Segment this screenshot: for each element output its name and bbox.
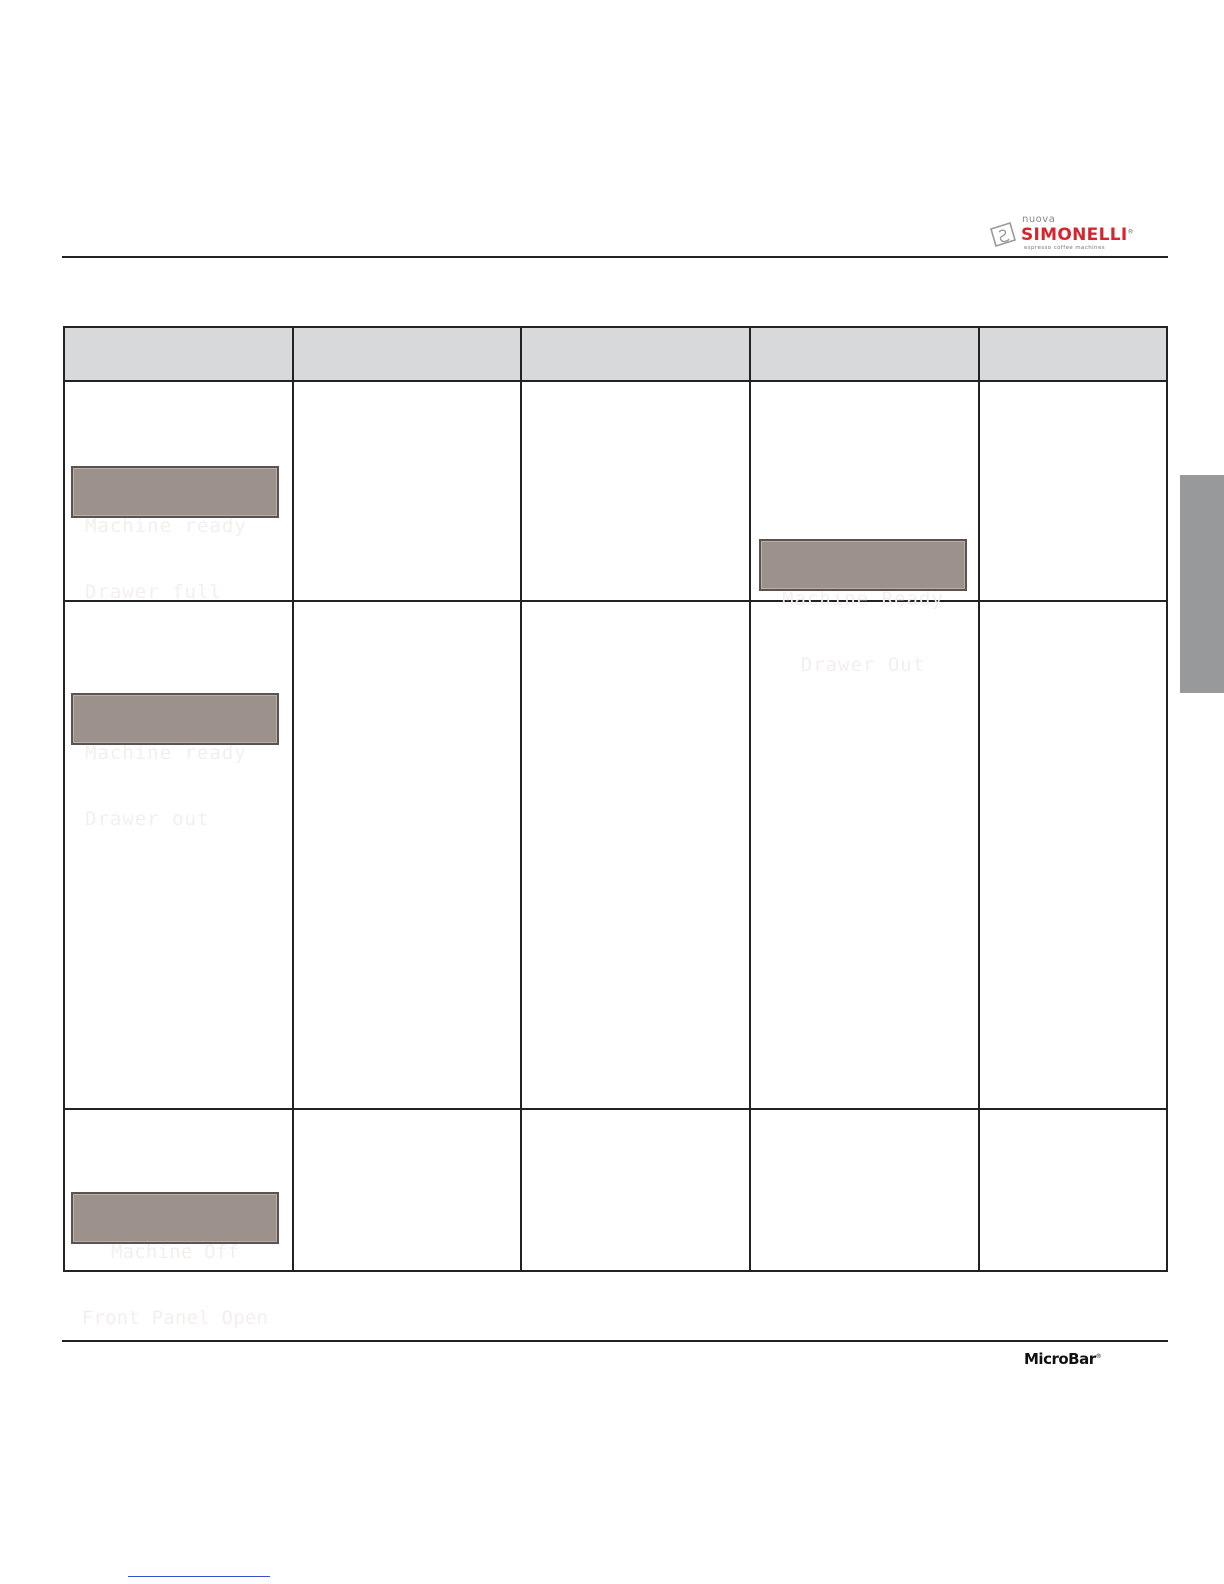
lcd-line-2: Front Panel Open <box>81 1307 269 1329</box>
footer-product-logo: MicroBar® <box>1024 1350 1102 1368</box>
table-row <box>64 381 1167 601</box>
table-cell <box>293 381 522 601</box>
header-rule <box>62 256 1168 258</box>
simonelli-logo-icon <box>988 220 1018 248</box>
troubleshooting-table <box>63 326 1168 1329</box>
logo-small-text: nuova <box>1022 214 1056 225</box>
display-cell <box>64 381 293 601</box>
table-cell <box>293 1109 522 1271</box>
lcd-line-2: Drawer full <box>85 581 222 603</box>
header-cell <box>979 327 1167 381</box>
table-header-row <box>64 327 1167 381</box>
section-side-tab <box>1180 475 1224 693</box>
lcd-display <box>759 539 967 676</box>
footer-rule <box>62 1340 1168 1342</box>
header-cell <box>64 327 293 381</box>
table-cell <box>521 601 750 1109</box>
table-cell <box>521 1109 750 1271</box>
lcd-line-2: Drawer Out <box>800 654 926 676</box>
table-cell <box>979 381 1167 601</box>
lcd-display <box>71 1192 279 1329</box>
lcd-display <box>71 693 279 830</box>
lcd-line-1: Machine ready <box>85 515 247 537</box>
table-cell <box>750 601 979 1109</box>
table-row <box>64 601 1167 1109</box>
table-cell <box>979 1109 1167 1271</box>
header-cell <box>293 327 522 381</box>
table-cell <box>750 381 979 676</box>
display-cell <box>64 1109 293 1329</box>
table-cell <box>293 601 522 1109</box>
header-cell <box>521 327 750 381</box>
brand-logo <box>988 214 1168 254</box>
header-cell <box>750 327 979 381</box>
lcd-line-1: Machine ready <box>85 742 247 764</box>
lcd-line-1: Machine Off <box>110 1241 240 1263</box>
logo-brand-text: SIMONELLI® <box>1021 225 1134 245</box>
table-cell <box>750 1109 979 1271</box>
table-cell <box>521 381 750 601</box>
lcd-display <box>71 466 279 603</box>
lcd-line-2: Drawer out <box>85 808 210 830</box>
display-cell <box>64 601 293 1109</box>
lcd-line-1: Machine Ready <box>782 588 944 610</box>
logo-subtitle: espresso coffee machines <box>1024 245 1105 251</box>
table-row <box>64 1109 1167 1271</box>
link-underline <box>128 1576 270 1577</box>
table-cell <box>979 601 1167 1109</box>
